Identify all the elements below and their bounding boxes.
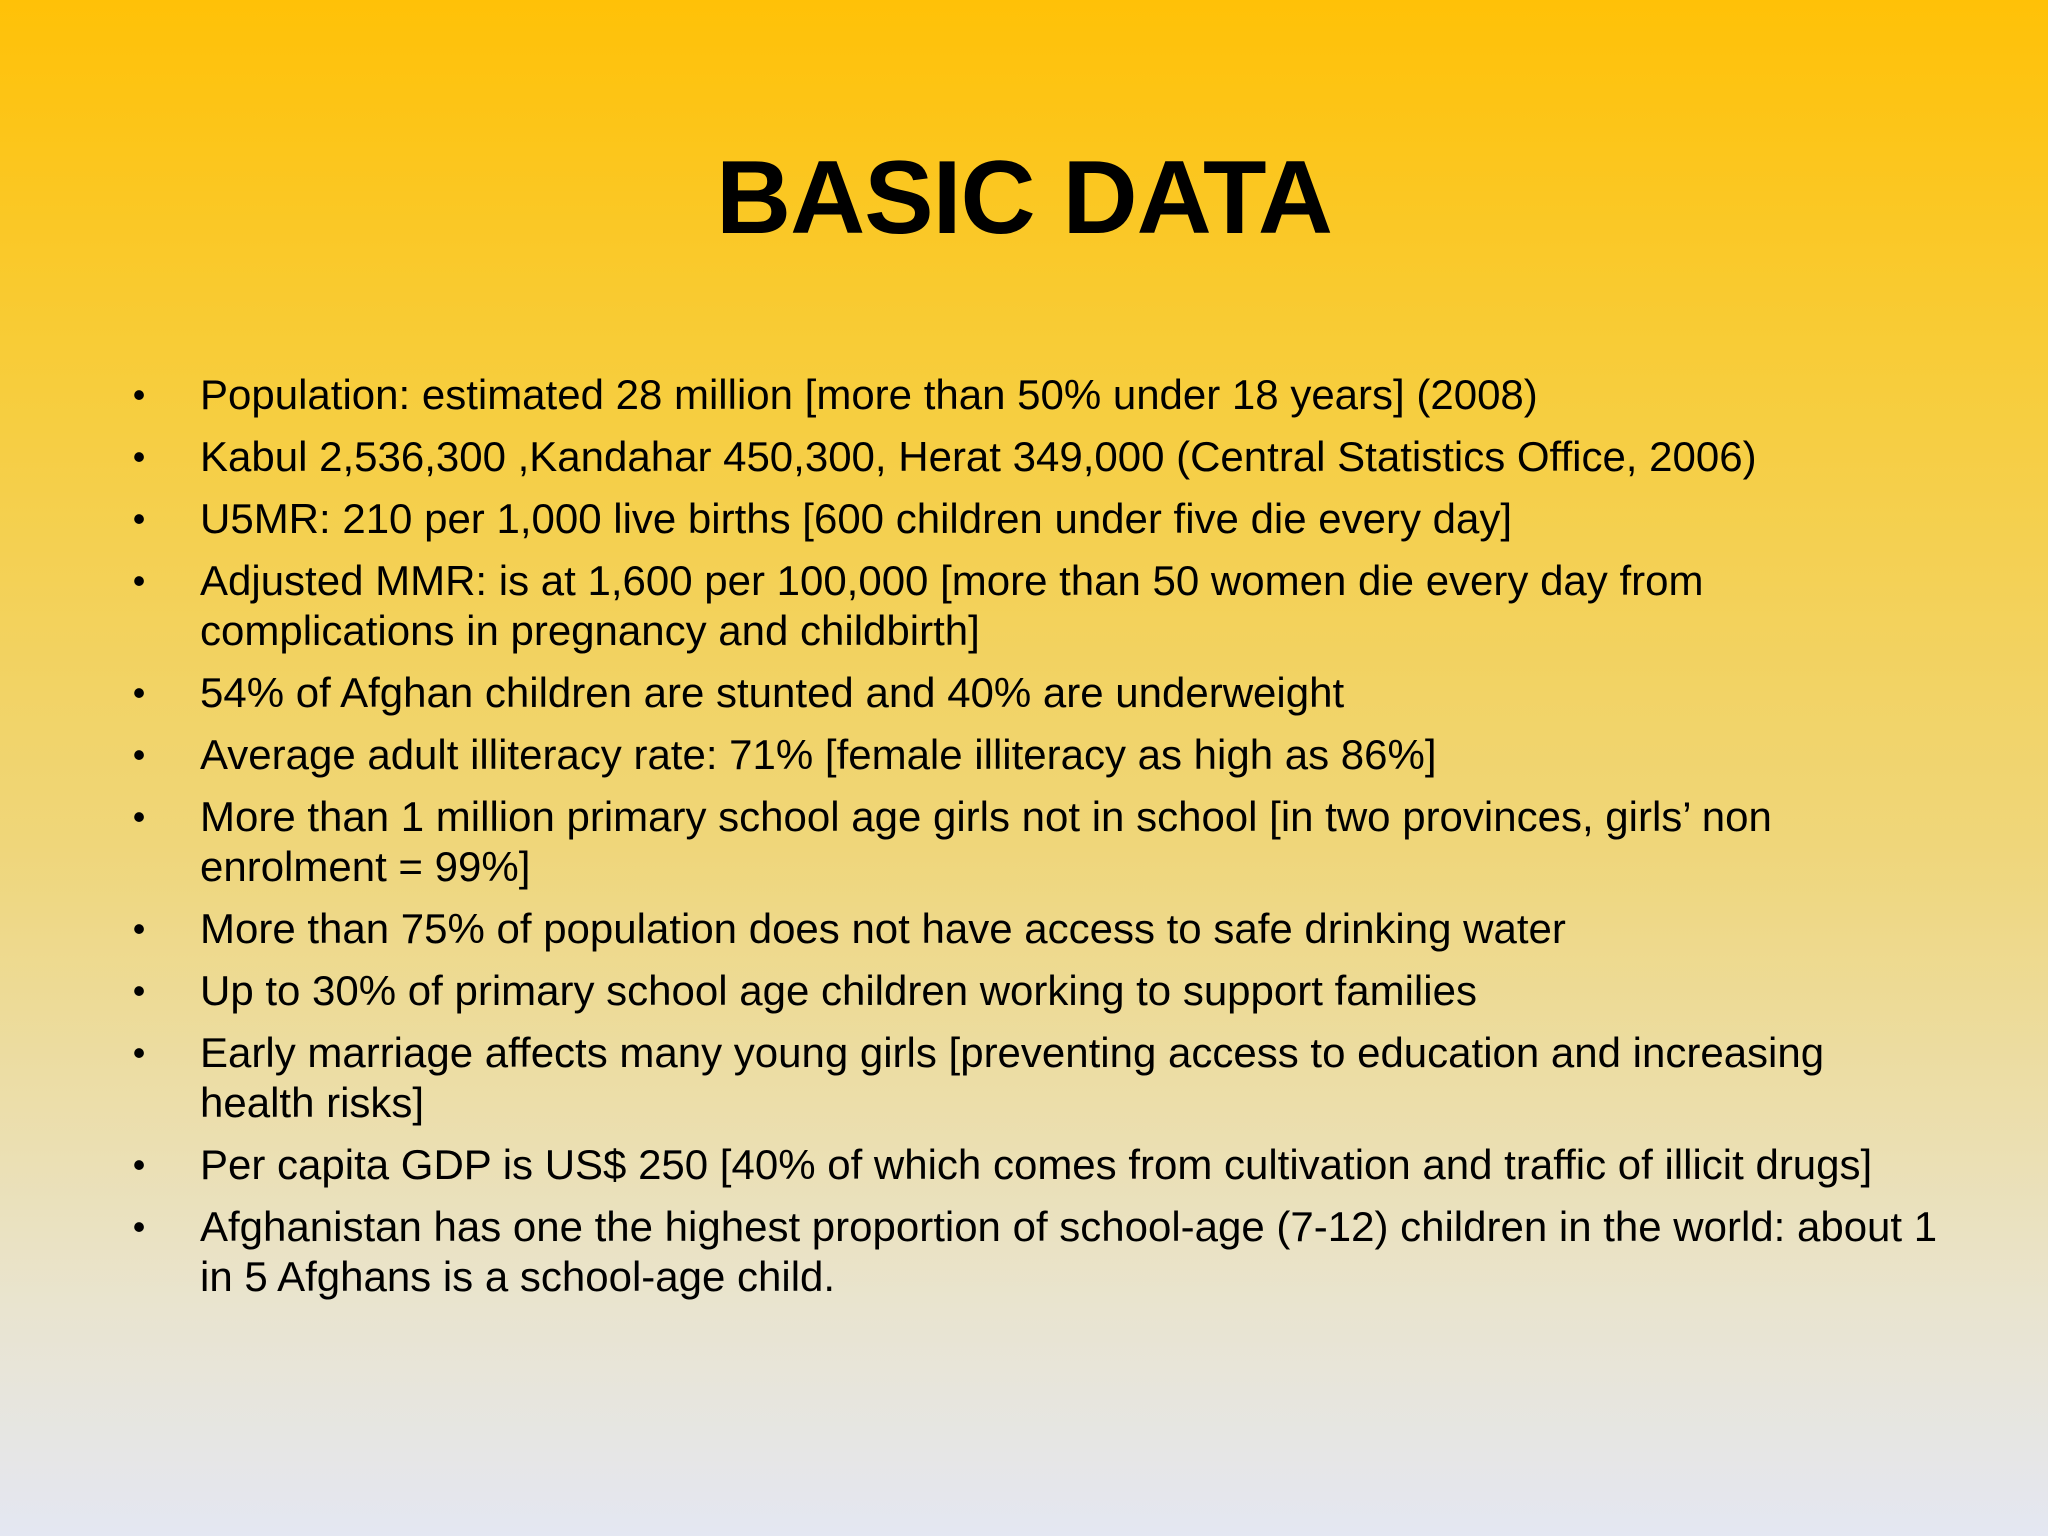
bullet-dot-icon: • xyxy=(132,1144,146,1185)
bullet-item xyxy=(118,668,1948,718)
bullet-dot-icon: • xyxy=(132,560,146,601)
bullet-item xyxy=(118,730,1948,780)
bullet-text: Average adult illiteracy rate: 71% [female illiteracy as high as 86%] xyxy=(200,731,1437,778)
bullet-item xyxy=(118,1140,1948,1190)
bullet-text: Up to 30% of primary school age children working to support families xyxy=(200,967,1477,1014)
bullet-dot-icon: • xyxy=(132,672,146,713)
bullet-text: Kabul 2,536,300 ,Kandahar 450,300, Herat 349,000 (Central Statistics Office, 2006) xyxy=(200,433,1757,480)
bullet-dot-icon: • xyxy=(132,498,146,539)
bullet-dot-icon: • xyxy=(132,970,146,1011)
bullet-item xyxy=(118,556,1948,656)
bullet-text: U5MR: 210 per 1,000 live births [600 children under five die every day] xyxy=(200,495,1513,542)
bullet-item xyxy=(118,1202,1948,1302)
bullet-dot-icon: • xyxy=(132,374,146,415)
bullet-dot-icon: • xyxy=(132,436,146,477)
slide-title: BASIC DATA xyxy=(716,140,1332,256)
bullet-item xyxy=(118,494,1948,544)
bullet-dot-icon: • xyxy=(132,734,146,775)
bullet-text: Adjusted MMR: is at 1,600 per 100,000 [more than 50 women die every day from complications in pregnancy and childbirth] xyxy=(200,557,1704,654)
bullet-dot-icon: • xyxy=(132,908,146,949)
bullet-item xyxy=(118,792,1948,892)
bullet-text: Afghanistan has one the highest proportion of school-age (7-12) children in the world: about 1 in 5 Afghans is a school-age child. xyxy=(200,1203,1938,1300)
bullet-text: Per capita GDP is US$ 250 [40% of which comes from cultivation and traffic of illicit drugs] xyxy=(200,1141,1873,1188)
bullet-text: More than 75% of population does not have access to safe drinking water xyxy=(200,905,1566,952)
bullet-item xyxy=(118,904,1948,954)
bullet-dot-icon: • xyxy=(132,1032,146,1073)
bullet-dot-icon: • xyxy=(132,1206,146,1247)
bullet-item xyxy=(118,1028,1948,1128)
bullet-item xyxy=(118,370,1948,420)
bullet-item xyxy=(118,966,1948,1016)
bullet-text: Population: estimated 28 million [more than 50% under 18 years] (2008) xyxy=(200,371,1538,418)
bullet-item xyxy=(118,432,1948,482)
bullet-dot-icon: • xyxy=(132,796,146,837)
bullet-text: More than 1 million primary school age girls not in school [in two provinces, girls’ non enrolment = 99%] xyxy=(200,793,1772,890)
bullet-text: 54% of Afghan children are stunted and 40% are underweight xyxy=(200,669,1345,716)
bullet-text: Early marriage affects many young girls [preventing access to education and increasing health risks] xyxy=(200,1029,1825,1126)
bullet-list xyxy=(118,370,1948,1314)
